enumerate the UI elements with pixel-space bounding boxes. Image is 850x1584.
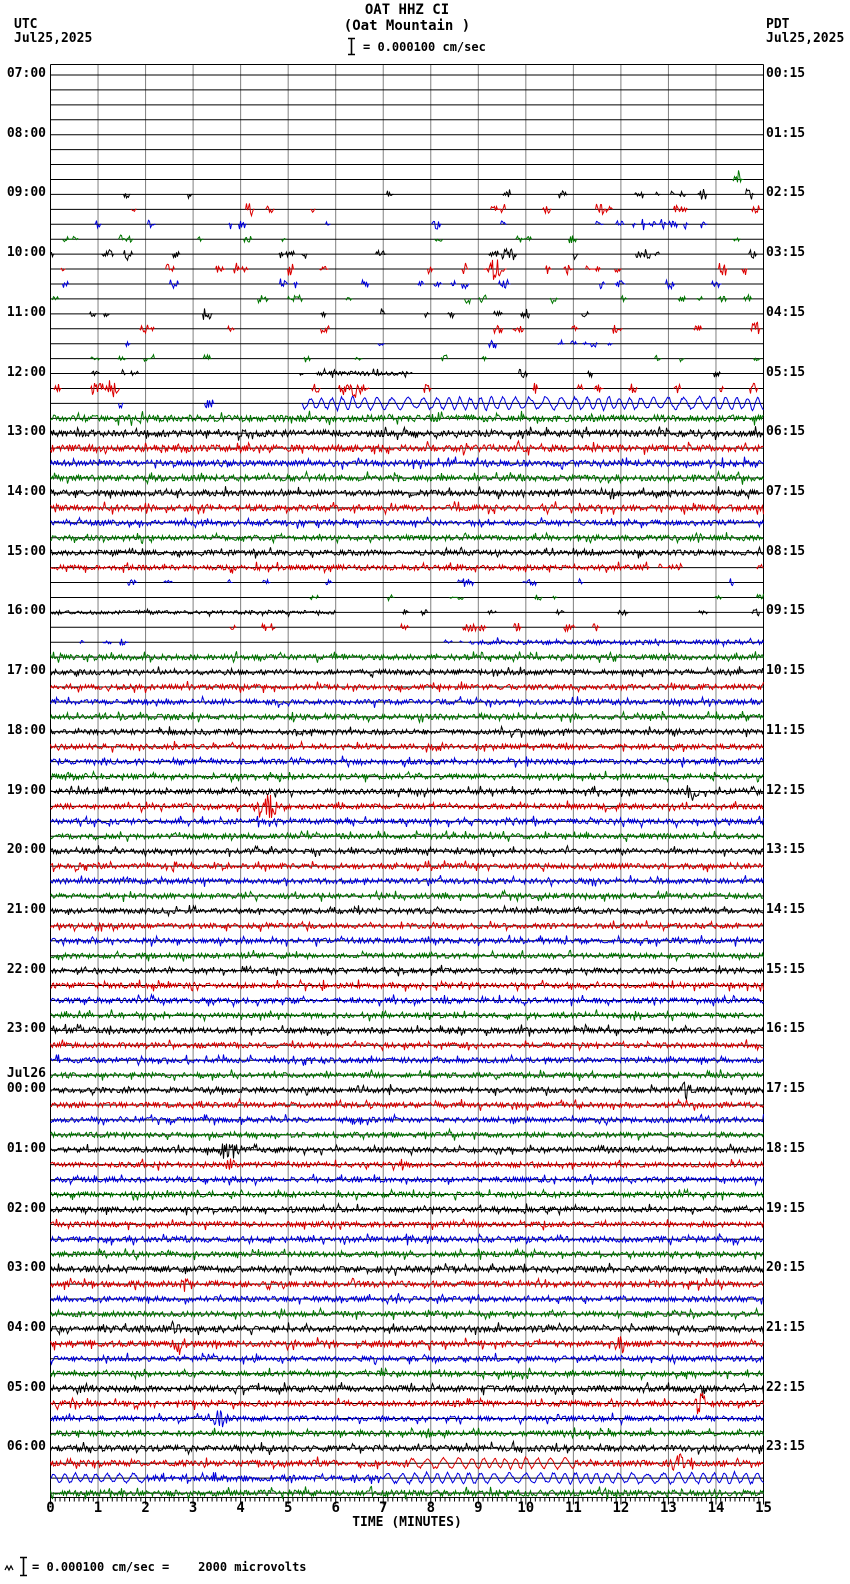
x-tick-label: 4 — [236, 1500, 245, 1516]
pdt-hour-label: 22:15 — [766, 1379, 806, 1395]
utc-hour-label: 08:00 — [6, 125, 46, 141]
pdt-hour-label: 19:15 — [766, 1200, 806, 1216]
station-location: (Oat Mountain ) — [343, 18, 471, 34]
pdt-hour-label: 02:15 — [766, 185, 806, 201]
x-tick-label: 10 — [517, 1500, 535, 1516]
utc-hour-label: 17:00 — [6, 663, 46, 679]
x-tick-label: 9 — [474, 1500, 483, 1516]
pdt-hour-label: 03:15 — [766, 245, 806, 261]
utc-hour-label: 01:00 — [6, 1140, 46, 1156]
x-tick-label: 6 — [331, 1500, 340, 1516]
pdt-hour-label: 08:15 — [766, 543, 806, 559]
timezone-left-label: UTC — [14, 17, 38, 32]
x-axis-title: TIME (MINUTES) — [352, 1515, 462, 1530]
pdt-hour-label: 07:15 — [766, 484, 806, 499]
trace-row — [51, 1069, 764, 1081]
row-baselines — [51, 75, 764, 1493]
utc-hour-label: 12:00 — [6, 364, 46, 380]
pdt-hour-label: 05:15 — [766, 364, 806, 380]
trace-row — [51, 1129, 764, 1140]
pdt-hour-label: 21:15 — [766, 1319, 806, 1335]
pdt-hour-label: 11:15 — [766, 722, 806, 738]
utc-hour-label: 00:00 — [6, 1081, 46, 1096]
trace-row — [61, 260, 748, 280]
x-tick-label: 3 — [188, 1500, 198, 1516]
trace-row — [51, 1454, 764, 1470]
pdt-hour-label: 17:15 — [766, 1081, 806, 1096]
amplitude-scale-text: = 0.000100 cm/sec — [363, 39, 486, 54]
trace-row — [51, 1144, 764, 1159]
utc-hour-label: 02:00 — [6, 1200, 46, 1216]
x-tick-label: 7 — [378, 1500, 388, 1516]
utc-hour-label: 06:00 — [6, 1439, 46, 1455]
trace-row — [51, 795, 764, 818]
trace-row — [51, 471, 764, 484]
utc-hour-label: 19:00 — [6, 782, 46, 798]
trace-row — [51, 785, 764, 800]
trace-row — [51, 891, 764, 902]
utc-hour-label: 23:00 — [6, 1021, 46, 1037]
utc-hour-label: 05:00 — [6, 1379, 46, 1395]
pdt-hour-label: 12:15 — [766, 782, 806, 798]
pdt-hour-label: 06:15 — [766, 424, 806, 440]
trace-row — [140, 322, 761, 334]
utc-hour-label: 03:00 — [6, 1260, 46, 1276]
utc-hour-label: 13:00 — [6, 424, 46, 440]
scale-bar-icon — [19, 1556, 28, 1577]
pdt-hour-label: 00:15 — [766, 66, 806, 81]
utc-hour-label: 11:00 — [6, 304, 46, 320]
x-tick-label: 0 — [46, 1500, 55, 1516]
utc-hour-label: 18:00 — [6, 722, 46, 738]
utc-hour-label: 20:00 — [6, 842, 46, 858]
utc-hour-label: 21:00 — [6, 901, 46, 917]
pdt-hour-label: 10:15 — [766, 663, 806, 679]
x-tick-label: 13 — [659, 1500, 677, 1516]
pdt-hour-label: 09:15 — [766, 603, 806, 619]
footer-scale-text: = 0.000100 cm/sec = 2000 microvolts — [32, 1559, 307, 1574]
utc-date-label: Jul26 — [6, 1066, 46, 1081]
trace-row — [126, 340, 613, 348]
trace-row — [51, 905, 764, 916]
utc-hour-label: 14:00 — [6, 484, 46, 499]
trace-row — [51, 1278, 764, 1292]
trace-row — [51, 875, 764, 887]
x-tick-label: 11 — [564, 1500, 582, 1516]
trace-row — [733, 170, 744, 182]
pdt-hour-label: 20:15 — [766, 1260, 806, 1276]
footer-scale-legend — [4, 1556, 307, 1577]
pdt-hour-label: 14:15 — [766, 901, 806, 917]
timezone-right-label: PDT — [766, 17, 790, 32]
trace-row — [51, 1082, 764, 1099]
station-title: OAT HHZ CI — [364, 2, 450, 18]
x-tick-label: 1 — [93, 1500, 103, 1516]
pdt-hour-label: 13:15 — [766, 842, 806, 858]
utc-hour-label: 04:00 — [6, 1319, 46, 1335]
utc-hour-label: 15:00 — [6, 543, 46, 559]
utc-hour-label: 16:00 — [6, 603, 46, 619]
utc-hour-label: 07:00 — [6, 66, 46, 81]
x-tick-label: 15 — [755, 1500, 772, 1516]
trace-row — [51, 1189, 764, 1200]
utc-hour-label: 09:00 — [6, 185, 46, 201]
utc-hour-label: 22:00 — [6, 961, 46, 977]
pdt-hour-label: 23:15 — [766, 1439, 806, 1455]
x-tick-label: 12 — [612, 1500, 630, 1516]
x-tick-label: 2 — [141, 1500, 150, 1516]
x-tick-label: 8 — [426, 1500, 436, 1516]
trace-row — [51, 1114, 764, 1125]
pdt-hour-label: 01:15 — [766, 125, 806, 141]
trace-row — [51, 1382, 764, 1398]
x-tick-label: 14 — [707, 1500, 725, 1516]
trace-row — [54, 380, 759, 397]
date-left-label: Jul25,2025 — [14, 31, 93, 46]
wiggle-icon — [4, 1562, 15, 1572]
pdt-hour-label: 18:15 — [766, 1140, 806, 1156]
pdt-hour-label: 04:15 — [766, 304, 806, 320]
pdt-hour-label: 15:15 — [766, 961, 806, 977]
trace-row — [51, 1336, 764, 1355]
x-tick-label: 5 — [283, 1500, 293, 1516]
pdt-hour-label: 16:15 — [766, 1021, 806, 1037]
date-right-label: Jul25,2025 — [766, 31, 845, 46]
utc-hour-label: 10:00 — [6, 245, 46, 261]
